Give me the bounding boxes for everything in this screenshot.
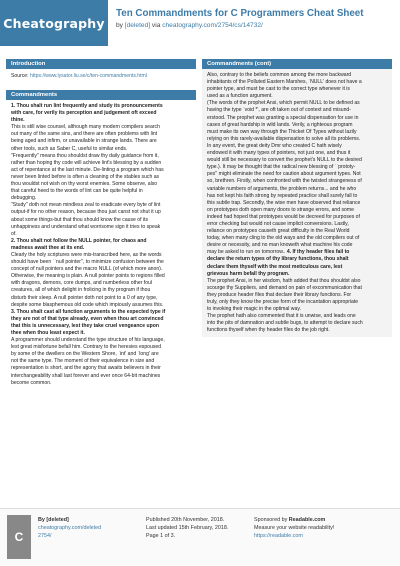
commandments-line-text: A programmer should understand the type structure of his language, bbox=[11, 337, 165, 344]
commandments-cont-line-text: relying on this rarely-available dispensation to solve all its problems. bbox=[207, 135, 361, 142]
commandments-cont-line-text: indeed had hoped that prototypes would be decreed for purposes of bbox=[207, 213, 360, 220]
commandments-cont-line-text: endowed it with many types of pointers, not just one, and thus it bbox=[207, 150, 351, 157]
page-footer bbox=[0, 508, 400, 566]
commandments-cont-line-text: In any event, the great deity Dmr who created C hath wisely bbox=[207, 142, 342, 149]
commandments-line bbox=[11, 138, 191, 145]
commandments-cont-line-text: truly, only they know the precise form of the incantation appropriate bbox=[207, 299, 359, 305]
commandments-cont-line-text: so, brethren. Firstly, when confronted with the twisted strangeness of bbox=[207, 178, 362, 185]
commandments-cont-line-text: The prophet Ansi, in her wisdom, hath added that thou shouldst also bbox=[207, 277, 361, 284]
commandments-line bbox=[11, 110, 191, 117]
commandments-line-text: output-if for no other reason, because thou just canst not shut it up bbox=[11, 209, 161, 216]
commandments-cont-line bbox=[207, 157, 387, 164]
commandments-line-text: creatures, all of which delight in frolicing in thy program if thou bbox=[11, 287, 151, 294]
commandments-line bbox=[11, 160, 191, 167]
commandments-cont-line bbox=[207, 320, 387, 327]
commandments-cont-line bbox=[207, 292, 387, 299]
commandments-cont-line-text: erstood. The prophet was granting a special dispensation for use in bbox=[207, 114, 359, 121]
commandments-line-text: other tools, such as Saber C, useful to similar ends. bbox=[11, 145, 128, 152]
commandments-cont-line-text: desire or necessity, and no man knoweth what machine his code bbox=[207, 242, 353, 249]
footer-by-label: By bbox=[38, 517, 47, 523]
footer-profile-link-cont[interactable]: 2754/ bbox=[38, 533, 52, 539]
commandments-line-text: out many of the same sins, and there are often problems with lint bbox=[11, 131, 158, 138]
commandments-line-text: unhappiness and understand what worrisome sign it tries to speak bbox=[11, 223, 161, 230]
commandments-line bbox=[11, 195, 191, 202]
commandments-line bbox=[11, 344, 191, 351]
commandments-line bbox=[11, 188, 191, 195]
commandments-line bbox=[11, 231, 191, 238]
commandments-line-text: representation is short, and the agony that awaits believers in their bbox=[11, 365, 161, 372]
commandments-cont-line bbox=[207, 122, 387, 129]
commandments-line-text: debugging. bbox=[11, 195, 37, 202]
commandments-line-text: This is still wise counsel, although many modern compilers search bbox=[11, 124, 160, 131]
commandments-line bbox=[11, 131, 191, 138]
commandments-cont-line bbox=[207, 150, 387, 157]
source-link[interactable]: https://www.lysator.liu.se/c/ten-commandments.html bbox=[29, 73, 147, 79]
sponsor-link[interactable]: https://readable.com bbox=[254, 533, 303, 539]
commandments-cont-line bbox=[207, 100, 387, 107]
commandments-cont-line-text: (The words of the prophet Ansi, which permit NULL to be defined as bbox=[207, 100, 360, 107]
commandments-line bbox=[11, 358, 191, 365]
page-title: Ten Commandments for C Programmers Cheat Sheet bbox=[116, 8, 364, 19]
cheatography-logo[interactable]: Cheatography bbox=[0, 0, 108, 46]
commandments-cont-line bbox=[207, 143, 387, 150]
commandments-line bbox=[11, 330, 191, 337]
commandments-line bbox=[11, 302, 191, 309]
commandments-line bbox=[11, 117, 191, 124]
commandments-line bbox=[11, 146, 191, 153]
sheet-url-link[interactable]: cheatography.com/2754/cs/14732/ bbox=[162, 22, 263, 29]
commandments-line bbox=[11, 351, 191, 358]
footer-sponsor bbox=[254, 516, 334, 540]
commandments-cont-line bbox=[207, 93, 387, 100]
commandments-cont-line-text: declare the return types of thy library functions, thou shalt bbox=[207, 256, 349, 263]
commandments-cont-line-text: to invoking their magic in the optimal way. bbox=[207, 306, 301, 313]
commandments-line-text: lest great misfortune befall him. Contrary to the heresies espoused bbox=[11, 344, 162, 351]
commandments-line-text: despite some blasphemous old code which impiously assumes this. bbox=[11, 301, 164, 308]
commandments-cont-line-text: has not kept his faith strong by repeated practice shall surely fall to bbox=[207, 192, 358, 199]
commandments-line bbox=[11, 217, 191, 224]
commandments-line bbox=[11, 103, 191, 110]
commandments-cont-line-text: may be asked to run on tomorrow.. bbox=[207, 249, 287, 256]
commandments-line-text: not the same type. The moment of their equivalence in size and bbox=[11, 358, 155, 365]
commandments-cont-line bbox=[207, 271, 387, 278]
commandments-line bbox=[11, 287, 191, 294]
byline-via: via bbox=[150, 22, 163, 29]
page-header bbox=[0, 0, 400, 54]
commandments-cont-line-text: today, when many cling to the old ways and the old compilers out of bbox=[207, 235, 360, 242]
commandments-line bbox=[11, 266, 191, 273]
commandments-line-text: by some of the dwellers on the Western Shore, `int' and `long' are bbox=[11, 351, 159, 358]
commandments-line bbox=[11, 224, 191, 231]
commandments-line-text: that careful heed to the words of lint can be quite helpful in bbox=[11, 188, 143, 195]
commandments-cont-body bbox=[202, 69, 392, 337]
commandments-line bbox=[11, 273, 191, 280]
commandments-line bbox=[11, 337, 191, 344]
commandments-line-text: become common. bbox=[11, 379, 52, 386]
commandments-cont-line-text: on prototypes doth open many doors to strange errors, and some bbox=[207, 206, 354, 213]
commandments-cont-line-text: grievous harm befall thy program. bbox=[207, 270, 290, 277]
commandments-line-text: Clearly the holy scriptures were mis-transcribed here, as the words bbox=[11, 251, 162, 258]
commandments-line-text: they are not of that type already, even when thou art convinced bbox=[11, 315, 164, 322]
commandments-cont-line bbox=[207, 186, 387, 193]
section-title-commandments-cont: Commandments (cont) bbox=[202, 59, 392, 69]
commandments-cont-line bbox=[207, 228, 387, 235]
commandments-cont-line-text: declare them thyself with the most meticulous care, lest bbox=[207, 263, 343, 270]
commandments-line-text: of. bbox=[11, 230, 17, 237]
commandments-cont-line-text: pointer type, and must be cast to the correct type whenever it is bbox=[207, 86, 350, 93]
commandments-cont-line bbox=[207, 79, 387, 86]
footer-dates bbox=[146, 516, 228, 540]
commandments-cont-line bbox=[207, 264, 387, 271]
commandments-line bbox=[11, 174, 191, 181]
commandments-line-text: act of repentance at the last minute. De-linting a program which has bbox=[11, 166, 164, 173]
commandments-line bbox=[11, 202, 191, 209]
author-link[interactable]: [deleted] bbox=[124, 22, 151, 29]
commandments-line bbox=[11, 259, 191, 266]
commandments-line-text: 1. Thou shalt run lint frequently and study its pronouncements bbox=[11, 103, 163, 109]
commandments-cont-line-text: error checking but would not cause implicit conversions. Lastly, bbox=[207, 220, 349, 227]
sponsor-prefix: Sponsored by bbox=[254, 517, 289, 523]
commandments-cont-line bbox=[207, 115, 387, 122]
commandments-cont-line-text: inhabitants of the Polluted Eastern Marshes, `NULL' does not have a bbox=[207, 79, 362, 86]
commandments-cont-line-text: pes'' might eliminate the need for caution about argument types. Not bbox=[207, 171, 361, 178]
commandments-cont-line-text: functions thyself when thy header files do the job right. bbox=[207, 327, 330, 334]
commandments-cont-line-text: variable numbers of arguments, the problem returns... and he who bbox=[207, 185, 357, 192]
commandments-line-text: never been linted before is often a cleaning of the stables such as bbox=[11, 173, 160, 180]
byline bbox=[116, 22, 263, 29]
commandments-line-text: with care, for verily its perception and judgement oft exceed bbox=[11, 110, 157, 117]
commandments-cont-line-text: Also, contrary to the beliefs common among the more backward bbox=[207, 72, 352, 78]
commandments-cont-line-text: having the type `void *', are oft taken out of context and misund- bbox=[207, 107, 351, 114]
commandments-line bbox=[11, 380, 191, 387]
introduction-body bbox=[6, 69, 196, 86]
sponsor-name: Readable.com bbox=[288, 517, 326, 523]
commandments-cont-line bbox=[207, 285, 387, 292]
commandments-line bbox=[11, 209, 191, 216]
author-avatar[interactable]: C bbox=[7, 515, 31, 559]
commandments-line bbox=[11, 323, 191, 330]
commandments-line bbox=[11, 252, 191, 259]
commandments-line-text: thou wouldst not wish on thy worst enemies. Some observe, also bbox=[11, 181, 158, 188]
commandments-line-text: that this is unnecessary, lest they take cruel vengeance upon bbox=[11, 322, 159, 329]
commandments-cont-line bbox=[207, 136, 387, 143]
commandments-line-text: interchangeability shall last forever and ever once 64-bit machines bbox=[11, 372, 161, 379]
section-title-commandments: Commandments bbox=[6, 90, 196, 100]
commandments-cont-line bbox=[207, 306, 387, 313]
commandments-cont-line bbox=[207, 129, 387, 136]
commandments-cont-line bbox=[207, 313, 387, 320]
commandments-line bbox=[11, 124, 191, 131]
commandments-cont-line-text: scourge thy Suppliers, and demand on pain of excommunication that bbox=[207, 284, 362, 291]
commandments-cont-line bbox=[207, 72, 387, 79]
right-column bbox=[202, 59, 392, 337]
page-number: Page 1 of 3. bbox=[146, 533, 176, 539]
commandments-line-text: thee when thou least expect it. bbox=[11, 330, 85, 336]
commandments-cont-line-text: used as a function argument. bbox=[207, 93, 273, 100]
commandments-cont-line-text: into the pits of damnation and subtle bugs, to attempt to declare such bbox=[207, 320, 363, 327]
commandments-line bbox=[11, 167, 191, 174]
commandments-line-text: madness await thee at its end. bbox=[11, 244, 85, 251]
commandments-cont-line bbox=[207, 86, 387, 93]
commandments-line bbox=[11, 153, 191, 160]
commandments-cont-line-text: type.). It may be thought that the radical new blessing of ``prototy- bbox=[207, 164, 356, 171]
commandments-line bbox=[11, 309, 191, 316]
commandments-cont-line bbox=[207, 235, 387, 242]
commandments-line-text: 3. Thou shalt cast all function arguments to the expected type if bbox=[11, 308, 166, 315]
commandments-cont-line bbox=[207, 278, 387, 285]
source-label: Source: bbox=[11, 73, 30, 79]
commandments-line-text: 2. Thou shalt not follow the NULL pointer, for chaos and bbox=[11, 237, 147, 244]
commandments-cont-line bbox=[207, 164, 387, 171]
commandments-cont-line-text: they produce header files that declare their library functions. For bbox=[207, 291, 352, 298]
commandments-line-text: with dragons, demons, core dumps, and numberless other foul bbox=[11, 280, 153, 287]
commandments-cont-line bbox=[207, 193, 387, 200]
commandments-cont-line-text: cases of great hardship in wild lands. Verily, a righteous program bbox=[207, 121, 353, 128]
commandments-cont-line bbox=[207, 221, 387, 228]
commandments-cont-line-text: The prophet hath also commented that it is unwise, and leads one bbox=[207, 313, 356, 320]
commandments-line-text: Otherwise, the meaning is plain. A null pointer points to regions filled bbox=[11, 273, 165, 280]
commandments-line-text: "Frequently" means thou shouldst draw thy daily guidance from it, bbox=[11, 152, 159, 159]
commandments-cont-line-bold-text: 4. If thy header files fail to bbox=[286, 249, 350, 256]
published-date: Published 20th November, 2018. bbox=[146, 517, 225, 523]
commandments-cont-line-text: reliance on prototypes causeth great difficulty in the Real World bbox=[207, 228, 350, 235]
commandments-cont-line bbox=[207, 256, 387, 263]
commandments-cont-line bbox=[207, 214, 387, 221]
commandments-line-text: being aged and infirm, or unavailable in strange lands. There are bbox=[11, 138, 157, 145]
footer-author-name: [deleted] bbox=[46, 517, 69, 523]
commandments-line-text: disturb their sleep. A null pointer doth not point to a 0 of any type, bbox=[11, 294, 158, 301]
commandments-cont-line bbox=[207, 200, 387, 207]
commandments-line-text: should have been ``null pointer'', to minimize confusion between the bbox=[11, 259, 164, 266]
commandments-line-text: rather than hoping thy code will achieve lint's blessing by a sudden bbox=[11, 159, 162, 166]
commandments-line bbox=[11, 295, 191, 302]
commandments-line-text: thine. bbox=[11, 117, 25, 124]
footer-profile-link[interactable]: cheatography.com/deleted bbox=[38, 525, 102, 531]
updated-date: Last updated 15th February, 2018. bbox=[146, 525, 229, 531]
footer-author bbox=[38, 516, 101, 540]
commandments-line bbox=[11, 245, 191, 252]
commandments-line bbox=[11, 373, 191, 380]
commandments-body bbox=[6, 100, 196, 390]
commandments-line bbox=[11, 181, 191, 188]
commandments-cont-line bbox=[207, 299, 387, 306]
sponsor-tagline: Measure your website readability! bbox=[254, 525, 335, 531]
section-title-introduction: Introduction bbox=[6, 59, 196, 69]
commandments-line bbox=[11, 280, 191, 287]
commandments-line-text: concept of null pointers and the macro NULL (of which more anon). bbox=[11, 266, 163, 273]
commandments-line bbox=[11, 238, 191, 245]
commandments-line bbox=[11, 365, 191, 372]
commandments-cont-line bbox=[207, 171, 387, 178]
commandments-cont-line bbox=[207, 178, 387, 185]
commandments-line-text: "Study" doth not mean mindless zeal to eradicate every byte of lint bbox=[11, 202, 161, 209]
commandments-cont-line bbox=[207, 242, 387, 249]
byline-by: by bbox=[116, 22, 125, 29]
commandments-line-text: about some things-but that thou should know the cause of its bbox=[11, 216, 149, 223]
commandments-cont-line-text: must make its own way through the Thicket Of Types without lazily bbox=[207, 128, 357, 135]
commandments-line bbox=[11, 316, 191, 323]
commandments-cont-line-text: would still be necessary to convert the prophet's NULL to the desired bbox=[207, 157, 362, 164]
commandments-cont-line-text: this subtle trap. Secondly, the wise men have observed that reliance bbox=[207, 199, 361, 206]
commandments-cont-line bbox=[207, 107, 387, 114]
left-column bbox=[6, 59, 196, 390]
commandments-cont-line bbox=[207, 207, 387, 214]
commandments-cont-line bbox=[207, 249, 387, 256]
commandments-cont-line bbox=[207, 327, 387, 334]
